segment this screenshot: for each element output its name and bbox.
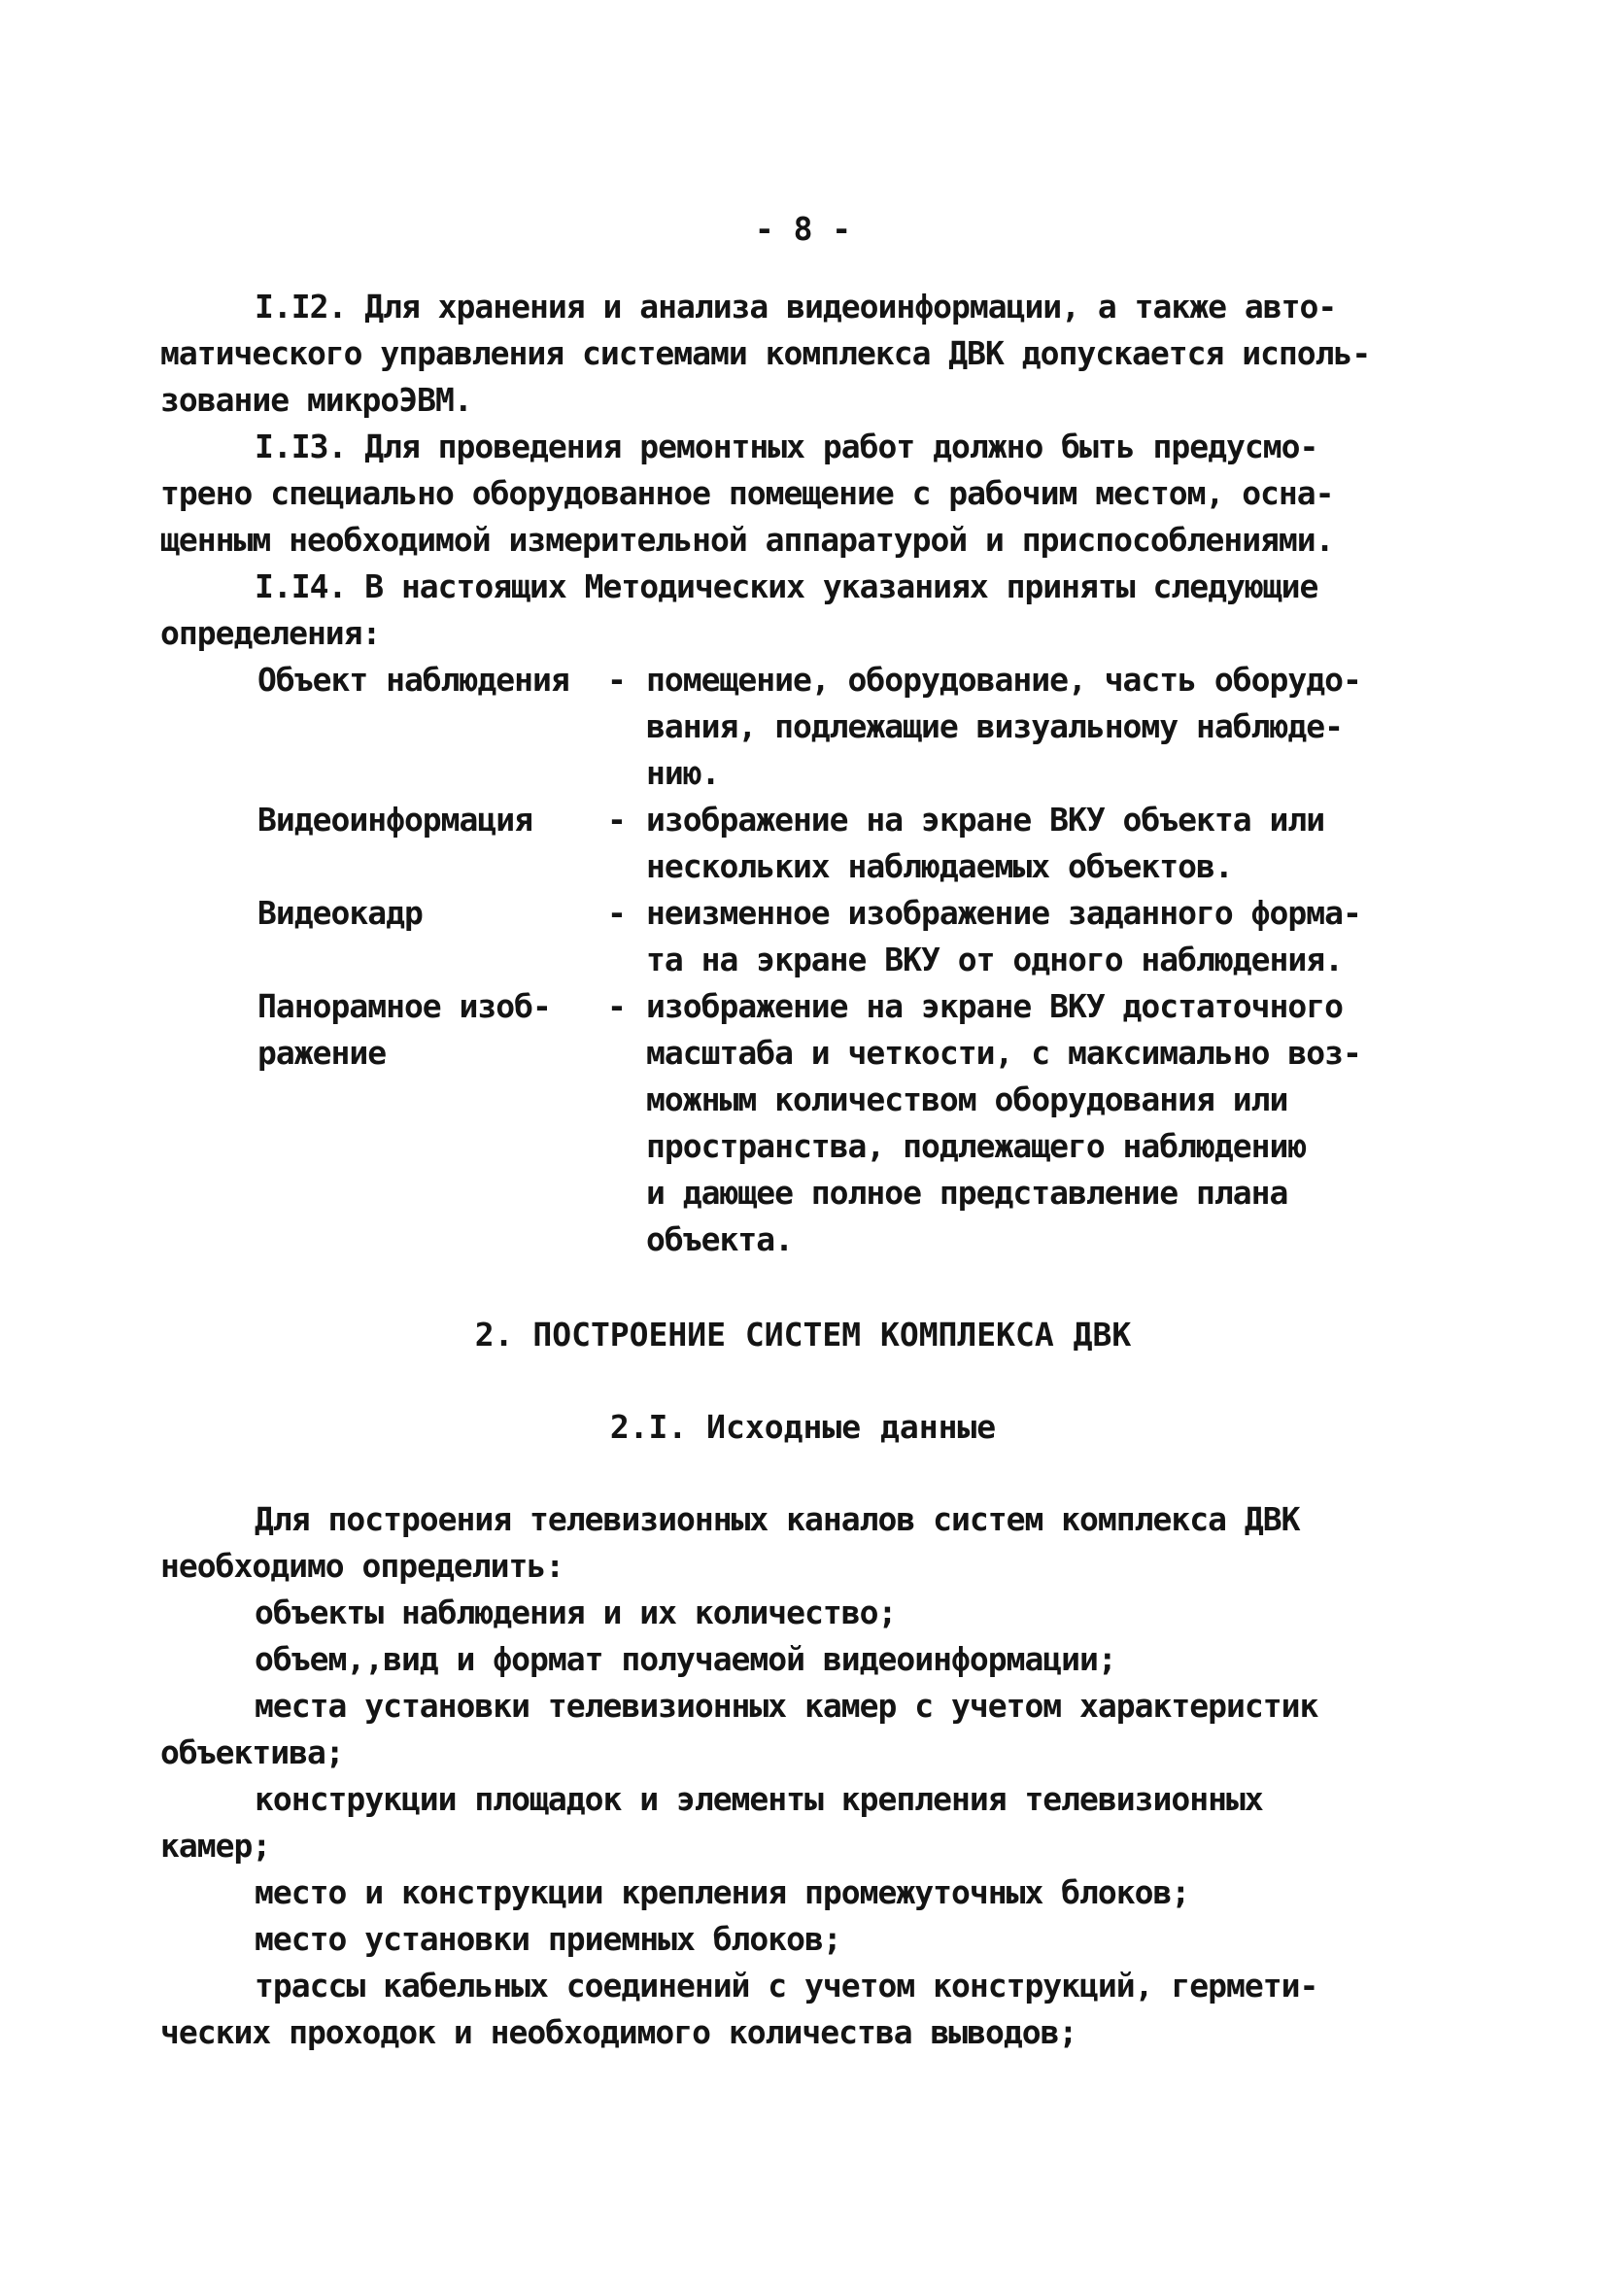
definition-text: та на экране ВКУ от одного наблюдения. <box>646 941 1343 978</box>
list-item: место установки приемных блоков; <box>255 1920 841 1958</box>
definition-term: Объект наблюдения <box>257 661 569 699</box>
list-item: трассы кабельных соединений с учетом конструкций, гермети- <box>255 1967 1318 2005</box>
text-line: Для построения телевизионных каналов систем комплекса ДВК <box>255 1500 1300 1538</box>
definition-text: изображение на экране ВКУ достаточного <box>646 987 1343 1025</box>
text-line: необходимо определить: <box>160 1547 564 1585</box>
definition-text: и дающее полное представление плана <box>646 1174 1288 1212</box>
definition-dash: - <box>607 987 626 1025</box>
text-line: I.I2. Для хранения и анализа видеоинформации, а также авто- <box>255 288 1337 326</box>
definition-text: масштаба и четкости, с максимально воз- <box>646 1034 1361 1072</box>
definition-term: Панорамное изоб- <box>257 987 551 1025</box>
list-item-continuation: ческих проходок и необходимого количества выводов; <box>160 2013 1077 2051</box>
list-item: объекты наблюдения и их количество; <box>255 1593 897 1631</box>
definition-term: ражение <box>257 1034 387 1072</box>
definition-dash: - <box>607 894 626 932</box>
list-item: объем,,вид и формат получаемой видеоинформации; <box>255 1640 1116 1678</box>
definition-dash: - <box>607 661 626 699</box>
list-item-continuation: камер; <box>160 1827 271 1865</box>
definition-text: нескольких наблюдаемых объектов. <box>646 847 1233 885</box>
definition-text: изображение на экране ВКУ объекта или <box>646 801 1325 839</box>
list-item: место и конструкции крепления промежуточных блоков; <box>255 1873 1190 1911</box>
definition-text: вания, подлежащие визуальному наблюде- <box>646 707 1343 745</box>
section-heading: 2. ПОСТРОЕНИЕ СИСТЕМ КОМПЛЕКСА ДВК <box>474 1316 1132 1354</box>
definition-text: нию. <box>646 754 720 792</box>
list-item: конструкции площадок и элементы крепления телевизионных <box>255 1780 1263 1818</box>
definition-text: объекта. <box>646 1220 793 1258</box>
definition-text: неизменное изображение заданного форма- <box>646 894 1361 932</box>
text-line: трено специально оборудованное помещение с рабочим местом, осна- <box>160 474 1334 512</box>
definition-text: можным количеством оборудования или <box>646 1080 1288 1118</box>
text-line: I.I3. Для проведения ремонтных работ должно быть предусмо- <box>255 428 1318 465</box>
text-line: зование микроЭВМ. <box>160 381 472 419</box>
text-line: определения: <box>160 614 381 652</box>
definition-term: Видеокадр <box>257 894 423 932</box>
definition-text: пространства, подлежащего наблюдению <box>646 1127 1307 1165</box>
section-subheading: 2.I. Исходные данные <box>609 1408 997 1446</box>
text-line: щенным необходимой измерительной аппаратурой и приспособлениями. <box>160 521 1334 559</box>
definition-term: Видеоинформация <box>257 801 533 839</box>
list-item-continuation: объектива; <box>160 1733 344 1771</box>
definition-dash: - <box>607 801 626 839</box>
definition-text: помещение, оборудование, часть оборудо- <box>646 661 1361 699</box>
list-item: места установки телевизионных камер с учетом характеристик <box>255 1687 1318 1725</box>
text-line: I.I4. В настоящих Методических указаниях приняты следующие <box>255 567 1318 605</box>
page-number: - 8 - <box>754 210 852 248</box>
text-line: матического управления системами комплекса ДВК допускается исполь- <box>160 334 1371 372</box>
